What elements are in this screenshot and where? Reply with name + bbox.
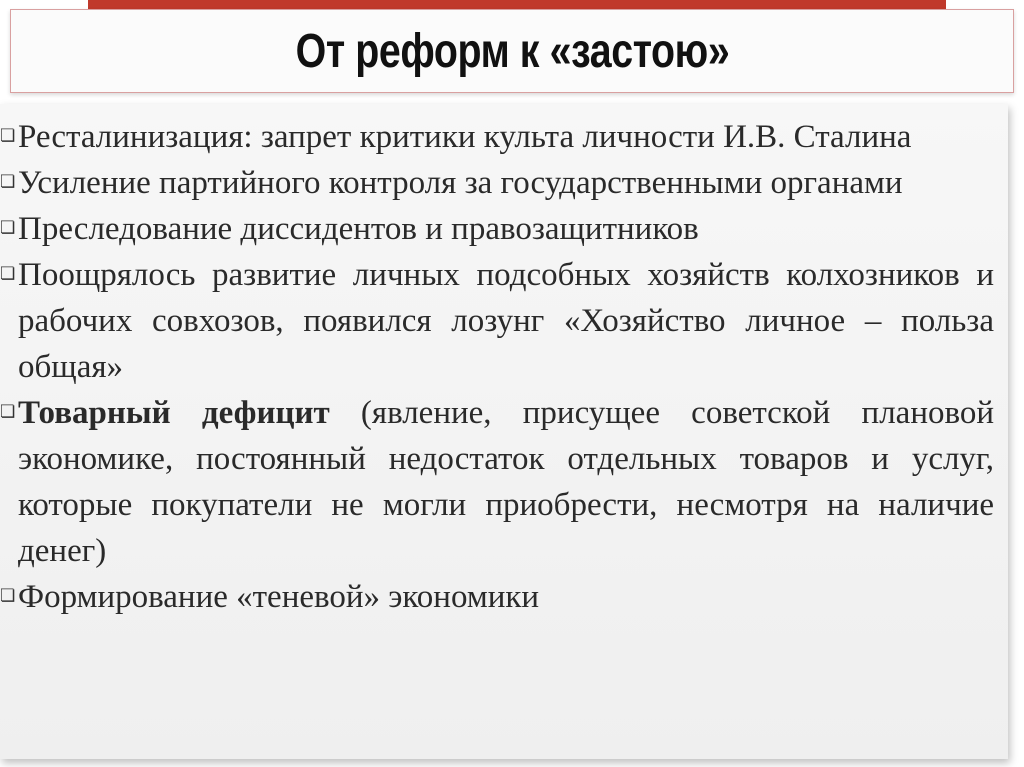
- item-text: Усиление партийного контроля за государственными органами: [18, 165, 903, 201]
- item-text: Ресталинизация: запрет критики культа личности И.В. Сталина: [18, 119, 912, 155]
- item-text: (явление, присущее советской плановой экономике, постоянный недостаток отдельных товаров и услуг, которые покупатели не могли приобрести, несмотря на наличие денег): [18, 395, 994, 569]
- checkbox-bullet-icon: ❏: [0, 218, 16, 238]
- checkbox-bullet-icon: ❏: [0, 586, 16, 606]
- list-item: [0, 206, 994, 252]
- item-text: Формирование «теневой» экономики: [18, 579, 540, 615]
- content-panel: [0, 104, 1008, 759]
- list-item: [0, 160, 994, 206]
- title-box: [10, 9, 1014, 93]
- list-item: [0, 390, 994, 574]
- item-bold-term: Товарный дефицит: [18, 395, 330, 431]
- slide-title: От реформ к «застою»: [295, 24, 729, 78]
- list-item: [0, 574, 994, 620]
- checkbox-bullet-icon: ❏: [0, 172, 16, 192]
- list-item: [0, 114, 994, 160]
- checkbox-bullet-icon: ❏: [0, 402, 16, 422]
- checkbox-bullet-icon: ❏: [0, 126, 16, 146]
- checkbox-bullet-icon: ❏: [0, 264, 16, 284]
- item-text: Преследование диссидентов и правозащитников: [18, 211, 699, 247]
- accent-bar: [88, 0, 946, 9]
- list-item: [0, 252, 994, 390]
- item-text: Поощрялось развитие личных подсобных хозяйств колхозников и рабочих совхозов, появился лозунг «Хозяйство личное – польза общая»: [18, 257, 994, 385]
